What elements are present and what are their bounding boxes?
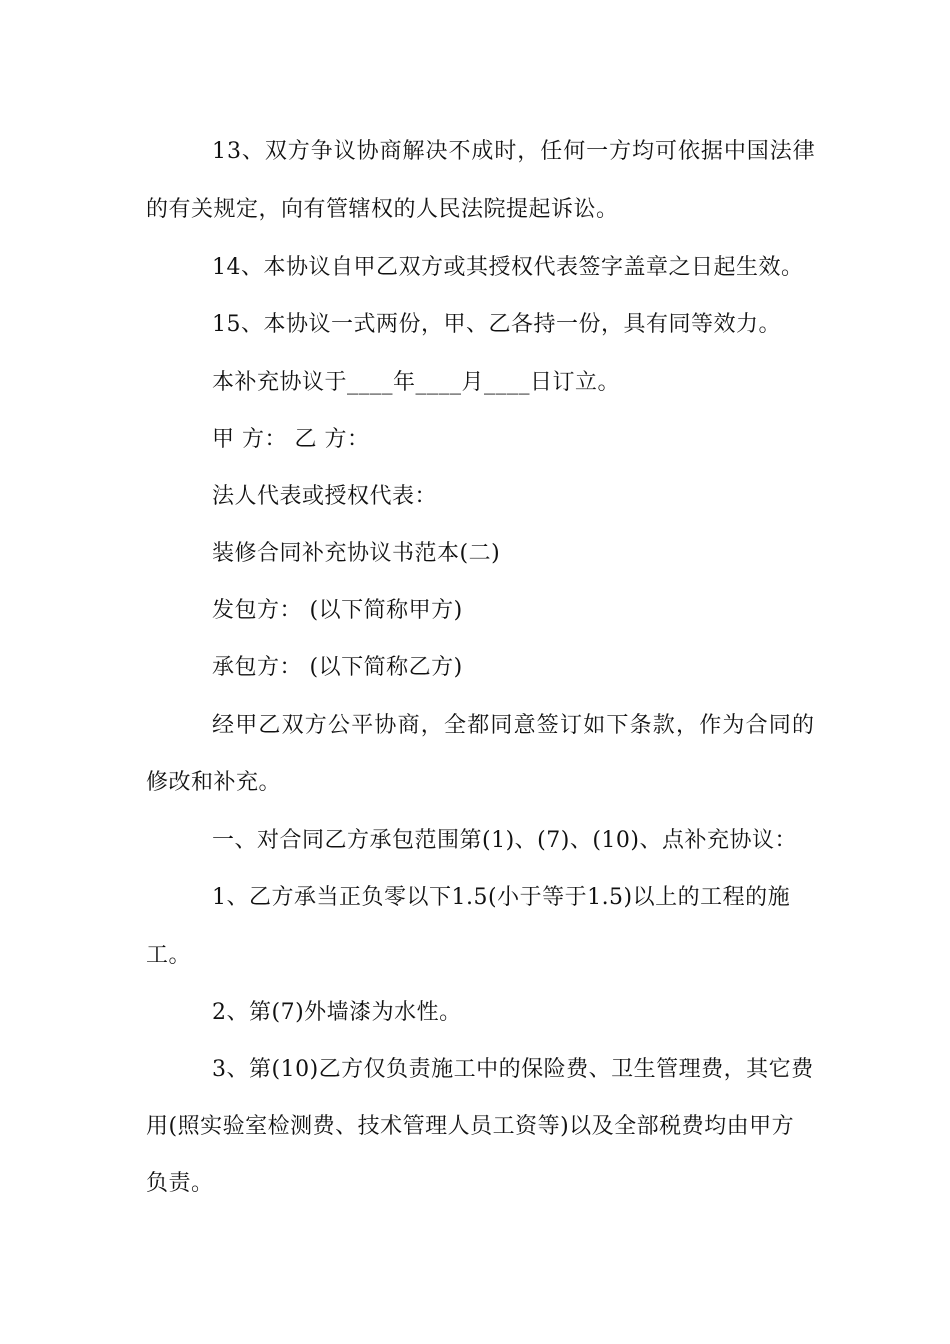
item-1-line-1: 1、乙方承当正负零以下1.5(小于等于1.5)以上的工程的施 xyxy=(212,885,791,910)
clause-15: 15、本协议一式两份，甲、乙各持一份，具有同等效力。 xyxy=(212,312,781,337)
item-1-line-2: 工。 xyxy=(146,943,192,968)
contractor-line: 承包方： (以下简称乙方) xyxy=(212,655,463,680)
item-3-line-3: 负责。 xyxy=(146,1171,214,1196)
signing-date-line: 本补充协议于____年____月____日订立。 xyxy=(212,370,621,395)
item-3-line-1: 3、第(10)乙方仅负责施工中的保险费、卫生管理费，其它费 xyxy=(212,1057,814,1082)
party-signature-line: 甲 方： 乙 方： xyxy=(212,427,370,452)
item-2: 2、第(7)外墙漆为水性。 xyxy=(212,1000,462,1025)
clause-13-line-2: 的有关规定，向有管辖权的人民法院提起诉讼。 xyxy=(146,197,619,222)
section-title: 装修合同补充协议书范本(二) xyxy=(212,541,501,566)
preamble-line-1: 经甲乙双方公平协商，全都同意签订如下条款，作为合同的 xyxy=(212,713,816,738)
clause-13-line-1: 13、双方争议协商解决不成时，任何一方均可依据中国法律 xyxy=(212,139,816,164)
item-3-line-2: 用(照实验室检测费、技术管理人员工资等)以及全部税费均由甲方 xyxy=(146,1114,795,1139)
preamble-line-2: 修改和补充。 xyxy=(146,770,282,795)
section-one-heading: 一、对合同乙方承包范围第(1)、(7)、(10)、点补充协议： xyxy=(212,828,797,853)
legal-representative-line: 法人代表或授权代表： xyxy=(212,484,438,509)
clause-14: 14、本协议自甲乙双方或其授权代表签字盖章之日起生效。 xyxy=(212,255,804,280)
employer-line: 发包方： (以下简称甲方) xyxy=(212,598,463,623)
